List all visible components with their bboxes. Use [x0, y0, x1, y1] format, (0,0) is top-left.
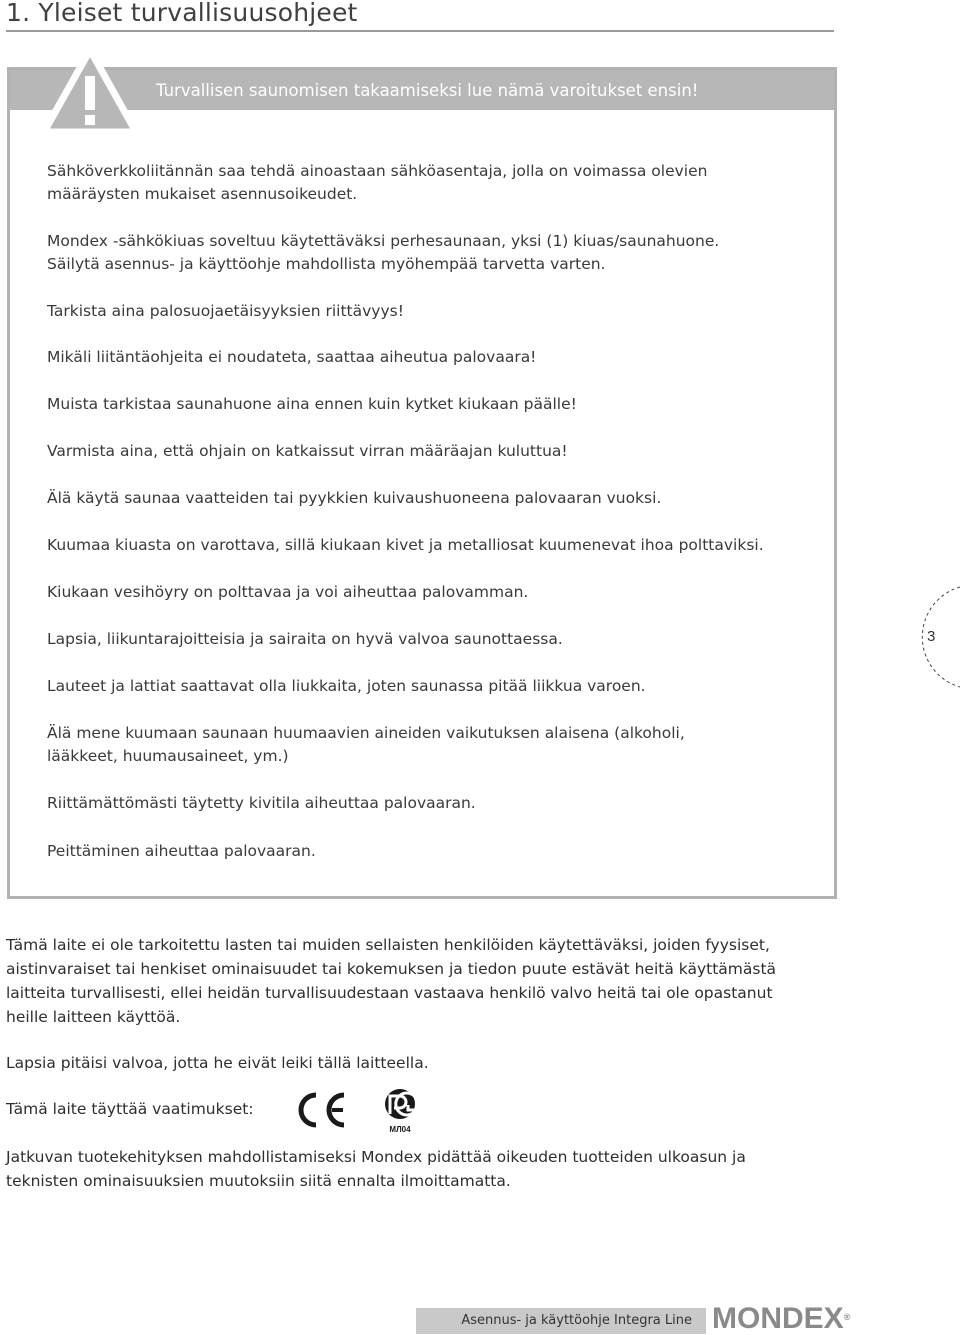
warning-item	[47, 628, 827, 651]
warning-item	[47, 840, 827, 863]
brand-logo	[712, 1304, 850, 1334]
warning-heading: Turvallisen saunomisen takaamiseksi lue nämä varoitukset ensin!	[156, 81, 699, 100]
warning-item	[47, 160, 827, 206]
warning-item-line: Lapsia, liikuntarajoitteisia ja sairaita on hyvä valvoa saunottaessa.	[47, 630, 563, 648]
body-paragraph	[6, 1051, 906, 1075]
footer-bar	[416, 1308, 706, 1334]
warning-item	[47, 722, 827, 768]
body-paragraph-line: heille laitteen käyttöä.	[6, 1008, 181, 1026]
warning-item	[47, 300, 827, 323]
pct-mark	[378, 1088, 424, 1136]
warning-item	[47, 534, 827, 557]
title-divider	[6, 30, 834, 32]
closing-paragraph-line: Jatkuvan tuotekehityksen mahdollistamiseksi Mondex pidättää oikeuden tuotteiden ulkoasun ja	[6, 1148, 746, 1166]
warning-triangle-icon	[40, 44, 140, 136]
warning-item	[47, 675, 827, 698]
warning-item	[47, 440, 827, 463]
warning-item-line: Sähköverkkoliitännän saa tehdä ainoastaan sähköasentaja, jolla on voimassa olevien	[47, 162, 708, 180]
warning-item	[47, 581, 827, 604]
warning-item-line: Varmista aina, että ohjain on katkaissut virran määräajan kuluttua!	[47, 442, 568, 460]
warning-item-line: Peittäminen aiheuttaa palovaaran.	[47, 842, 316, 860]
body-paragraph-line: laitteita turvallisesti, ellei heidän turvallisuudestaan vastaava henkilö valvo heitä tai ole opastanut	[6, 984, 773, 1002]
body-paragraph-line: aistinvaraiset tai henkiset ominaisuudet tai kokemuksen ja tiedon puute estävät heitä käyttämästä	[6, 960, 777, 978]
manual-title: Asennus- ja käyttöohje Integra Line	[461, 1313, 692, 1328]
warning-item-line: Lauteet ja lattiat saattavat olla liukkaita, joten saunassa pitää liikkua varoen.	[47, 677, 646, 695]
warning-item-line: Mikäli liitäntäohjeita ei noudateta, saattaa aiheutua palovaara!	[47, 348, 537, 366]
warning-item	[47, 393, 827, 416]
warning-item-line: Kuumaa kiuasta on varottava, sillä kiukaan kivet ja metalliosat kuumenevat ihoa polttaviksi.	[47, 536, 764, 554]
warning-item-line: Muista tarkistaa saunahuone aina ennen kuin kytket kiukaan päälle!	[47, 395, 577, 413]
warning-box	[7, 67, 837, 899]
warning-item-line: Riittämättömästi täytetty kivitila aiheuttaa palovaaran.	[47, 794, 476, 812]
warning-item	[47, 792, 827, 815]
body-paragraph	[6, 933, 906, 1029]
warning-item-line: lääkkeet, huumausaineet, ym.)	[47, 747, 289, 765]
page-number: 3	[927, 628, 936, 645]
warning-item	[47, 487, 827, 510]
ce-mark	[292, 1089, 348, 1131]
compliance-row	[6, 1088, 606, 1134]
pct-code: МЛ04	[389, 1125, 411, 1134]
warning-item-line: Älä käytä saunaa vaatteiden tai pyykkien kuivaushuoneena palovaaran vuoksi.	[47, 489, 662, 507]
closing-paragraph-line: teknisten ominaisuuksien muutoksiin siitä ennalta ilmoittamatta.	[6, 1172, 511, 1190]
registered-mark: ®	[843, 1312, 851, 1322]
section-title: 1. Yleiset turvallisuusohjeet	[6, 0, 358, 27]
warning-item	[47, 346, 827, 369]
warning-item-line: Mondex -sähkökiuas soveltuu käytettäväksi perhesaunaan, yksi (1) kiuas/saunahuone.	[47, 232, 720, 250]
warning-item-line: määräysten mukaiset asennusoikeudet.	[47, 185, 358, 203]
body-paragraph-line: Lapsia pitäisi valvoa, jotta he eivät leiki tällä laitteella.	[6, 1054, 429, 1072]
compliance-label: Tämä laite täyttää vaatimukset:	[6, 1100, 254, 1118]
body-paragraph-line: Tämä laite ei ole tarkoitettu lasten tai muiden sellaisten henkilöiden käytettäväksi, joiden fyysiset,	[6, 936, 770, 954]
warning-item-line: Säilytä asennus- ja käyttöohje mahdollista myöhempää tarvetta varten.	[47, 255, 606, 273]
warning-item-line: Kiukaan vesihöyry on polttavaa ja voi aiheuttaa palovamman.	[47, 583, 529, 601]
warning-item-line: Tarkista aina palosuojaetäisyyksien riittävyys!	[47, 302, 404, 320]
brand-name: MONDEX	[712, 1302, 844, 1335]
warning-item-line: Älä mene kuumaan saunaan huumaavien aineiden vaikutuksen alaisena (alkoholi,	[47, 724, 685, 742]
closing-paragraph	[6, 1145, 906, 1193]
warning-item	[47, 230, 827, 276]
